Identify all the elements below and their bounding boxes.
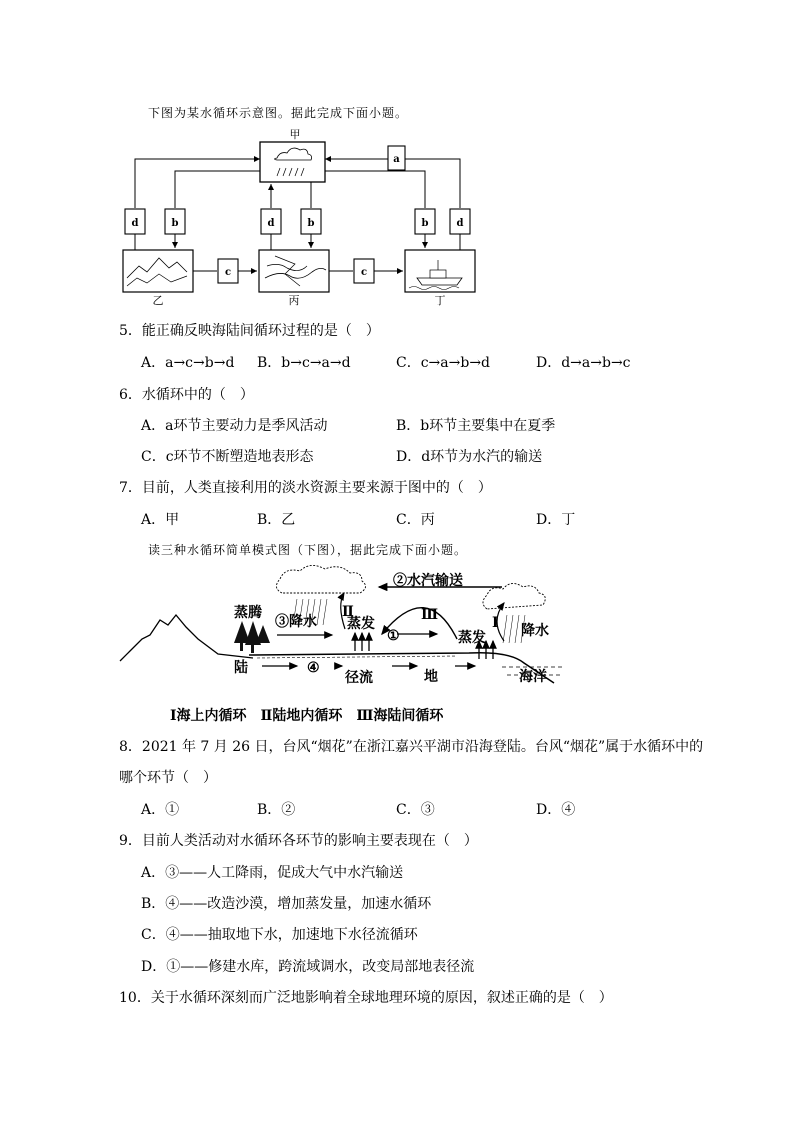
svg-text:径流: 径流 bbox=[345, 670, 373, 686]
svg-text:a: a bbox=[393, 154, 400, 165]
q6-option-c[interactable]: C．c环节不断塑造地表形态 bbox=[141, 449, 314, 465]
svg-text:①: ① bbox=[387, 628, 400, 644]
question-8-stem-line1: 8．2021 年 7 月 26 日，台风“烟花”在浙江嘉兴平湖市沿海登陆。台风“烟花”属于水循环中的 bbox=[119, 739, 704, 755]
svg-text:b: b bbox=[421, 218, 429, 229]
q7-option-a[interactable]: A．甲 bbox=[141, 512, 180, 528]
svg-text:②水汽输送: ②水汽输送 bbox=[393, 573, 463, 589]
svg-text:Ⅰ: Ⅰ bbox=[492, 615, 499, 631]
question-6-stem: 6．水循环中的（ ） bbox=[119, 387, 254, 403]
question-10-stem: 10．关于水循环深刻而广泛地影响着全球地理环境的原因，叙述正确的是（ ） bbox=[119, 990, 613, 1006]
svg-text:海洋: 海洋 bbox=[519, 669, 547, 685]
svg-text:④: ④ bbox=[307, 660, 320, 676]
question-7-stem: 7．目前，人类直接利用的淡水资源主要来源于图中的（ ） bbox=[119, 480, 492, 496]
svg-text:丁: 丁 bbox=[434, 294, 446, 307]
q9-option-d[interactable]: D．①——修建水库，跨流域调水，改变局部地表径流 bbox=[141, 959, 475, 975]
q7-option-d[interactable]: D．丁 bbox=[536, 512, 576, 528]
svg-text:d: d bbox=[456, 218, 464, 229]
svg-text:b: b bbox=[171, 218, 179, 229]
q6-option-b[interactable]: B．b环节主要集中在夏季 bbox=[396, 418, 556, 434]
q7-option-c[interactable]: C．丙 bbox=[396, 512, 435, 528]
diagram-2-caption: Ⅰ海上内循环 Ⅱ陆地内循环 Ⅲ海陆间循环 bbox=[170, 708, 444, 724]
water-cycle-diagram-1 bbox=[115, 128, 485, 308]
q8-option-d[interactable]: D．④ bbox=[536, 802, 576, 818]
q5-option-c[interactable]: C．c→a→b→d bbox=[396, 355, 491, 371]
svg-text:d: d bbox=[267, 218, 275, 229]
svg-text:地: 地 bbox=[424, 669, 438, 685]
svg-text:Ⅲ: Ⅲ bbox=[421, 607, 439, 623]
intro-text-1: 下图为某水循环示意图。据此完成下面小题。 bbox=[148, 106, 409, 120]
q5-option-d[interactable]: D．d→a→b→c bbox=[536, 355, 631, 371]
tree-icons bbox=[234, 621, 270, 653]
box-bing bbox=[259, 250, 329, 292]
q5-option-b[interactable]: B．b→c→a→d bbox=[257, 355, 351, 371]
q5-option-a[interactable]: A．a→c→b→d bbox=[141, 355, 235, 371]
land-cloud-icon bbox=[276, 565, 365, 593]
q6-option-a[interactable]: A．a环节主要动力是季风活动 bbox=[141, 418, 328, 434]
q8-option-a[interactable]: A．① bbox=[141, 802, 180, 818]
svg-text:蒸发: 蒸发 bbox=[347, 616, 375, 632]
svg-text:③降水: ③降水 bbox=[275, 614, 317, 630]
svg-text:降水: 降水 bbox=[521, 623, 549, 639]
svg-text:丙: 丙 bbox=[288, 294, 300, 307]
svg-text:蒸腾: 蒸腾 bbox=[234, 605, 262, 621]
svg-text:b: b bbox=[307, 218, 315, 229]
mountain-shape bbox=[120, 615, 253, 661]
question-5-stem: 5．能正确反映海陆间循环过程的是（ ） bbox=[119, 323, 380, 339]
question-9-stem: 9．目前人类活动对水循环各环节的影响主要表现在（ ） bbox=[119, 833, 478, 849]
svg-text:c: c bbox=[224, 267, 232, 278]
intro-text-2: 读三种水循环简单模式图（下图），据此完成下面小题。 bbox=[148, 543, 468, 557]
svg-text:Ⅱ: Ⅱ bbox=[342, 604, 354, 620]
q8-option-b[interactable]: B．② bbox=[257, 802, 296, 818]
q9-option-c[interactable]: C．④——抽取地下水，加速地下水径流循环 bbox=[141, 927, 418, 943]
svg-text:d: d bbox=[131, 218, 139, 229]
q9-option-b[interactable]: B．④——改造沙漠，增加蒸发量，加速水循环 bbox=[141, 896, 432, 912]
q9-option-a[interactable]: A．③——人工降雨，促成大气中水汽输送 bbox=[141, 865, 404, 881]
q6-option-d[interactable]: D．d环节为水汽的输送 bbox=[396, 449, 543, 465]
svg-text:c: c bbox=[360, 267, 368, 278]
svg-text:蒸发: 蒸发 bbox=[458, 630, 486, 646]
svg-text:陆: 陆 bbox=[234, 660, 248, 676]
question-8-stem-line2: 哪个环节（ ） bbox=[119, 770, 217, 786]
svg-text:乙: 乙 bbox=[152, 294, 164, 307]
label-jia: 甲 bbox=[289, 128, 301, 141]
q7-option-b[interactable]: B．乙 bbox=[257, 512, 296, 528]
water-cycle-diagram-2 bbox=[117, 563, 567, 703]
q8-option-c[interactable]: C．③ bbox=[396, 802, 435, 818]
